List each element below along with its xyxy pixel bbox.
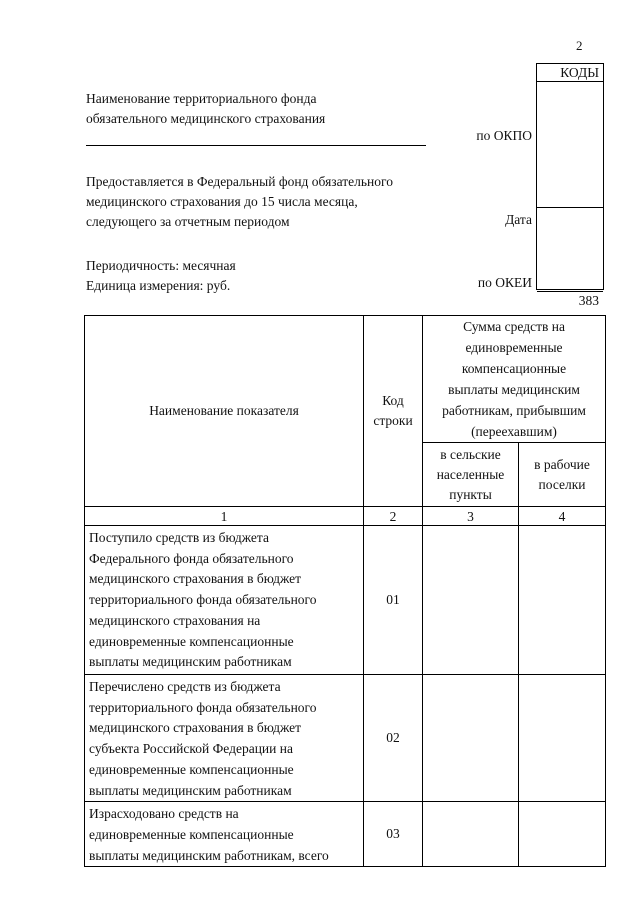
- row-01-name: [85, 526, 364, 675]
- row-01-name-line: единовременные компенсационные: [89, 633, 294, 649]
- submitted-line1: Предоставляется в Федеральный фонд обязательного: [86, 174, 393, 189]
- row-01-rural-value[interactable]: [423, 526, 519, 675]
- header-sub-rural-line: пункты: [449, 486, 492, 502]
- fund-name-label-line2: обязательного медицинского страхования: [86, 111, 326, 126]
- col-number-1: 1: [85, 507, 364, 526]
- row-01-code: 01: [364, 526, 423, 675]
- row-01-name-line: медицинского страхования на: [89, 612, 261, 628]
- header-sub-workers-line: поселки: [538, 476, 586, 492]
- col-number-3: 3: [423, 507, 519, 526]
- row-02-name-line: Перечислено средств из бюджета: [89, 679, 281, 694]
- header-sum-line: Сумма средств на: [463, 319, 565, 334]
- row-03-name: [85, 802, 364, 867]
- row-03-code: 03: [364, 802, 423, 867]
- row-03-name-line: Израсходовано средств на: [89, 806, 239, 822]
- row-01-workers-value[interactable]: [519, 526, 606, 675]
- header-sub-workers: [519, 443, 606, 507]
- row-02-rural-value[interactable]: [423, 675, 519, 802]
- header-sum: [423, 316, 606, 443]
- header-sum-line: единовременные: [465, 340, 563, 355]
- okpo-code-cell: [537, 82, 603, 208]
- header-sum-line: работникам, прибывшим: [442, 403, 586, 418]
- header-row-code: [364, 316, 423, 507]
- header-sum-line: выплаты медицинским: [448, 382, 580, 397]
- row-01-name-line: выплаты медицинским работникам: [89, 654, 292, 670]
- row-01-name-line: Поступило средств из бюджета: [89, 530, 269, 545]
- table-row: [85, 802, 606, 867]
- row-02-name-line: медицинского страхования в бюджет: [89, 720, 301, 736]
- fund-name-underline: [86, 145, 426, 146]
- col-number-4: 4: [519, 507, 606, 526]
- date-code-cell: [537, 208, 603, 292]
- row-02-name-line: субъекта Российской Федерации на: [89, 741, 293, 757]
- row-02-code: 02: [364, 675, 423, 802]
- date-label: Дата: [505, 212, 532, 227]
- report-table: [84, 315, 606, 867]
- row-01-name-line: территориального фонда обязательного: [89, 592, 317, 608]
- table-row: [85, 526, 606, 675]
- codes-header: КОДЫ: [537, 64, 603, 82]
- row-03-rural-value[interactable]: [423, 802, 519, 867]
- row-02-workers-value[interactable]: [519, 675, 606, 802]
- row-03-name-line: выплаты медицинским работникам, всего: [89, 847, 329, 863]
- codes-box: КОДЫ 383: [536, 63, 604, 290]
- periodicity-label: Периодичность: месячная: [86, 258, 236, 273]
- fund-name-label-line1: Наименование территориального фонда: [86, 91, 317, 106]
- header-sum-line: (переехавшим): [471, 424, 557, 439]
- row-01-name-line: Федерального фонда обязательного: [89, 550, 294, 566]
- header-sub-workers-line: в рабочие: [534, 456, 590, 472]
- row-02-name-line: выплаты медицинским работникам: [89, 782, 292, 798]
- row-03-name-line: единовременные компенсационные: [89, 826, 294, 842]
- header-row-code-line1: Код: [382, 393, 404, 408]
- submitted-line3: следующего за отчетным периодом: [86, 214, 290, 229]
- row-02-name: [85, 675, 364, 802]
- okei-label: по ОКЕИ: [477, 275, 532, 290]
- header-sub-rural-line: в сельские: [440, 446, 501, 462]
- table-row: [85, 675, 606, 802]
- row-02-name-line: территориального фонда обязательного: [89, 699, 317, 715]
- header-row-code-line2: строки: [373, 413, 413, 428]
- row-02-name-line: единовременные компенсационные: [89, 761, 294, 777]
- unit-label: Единица измерения: руб.: [86, 278, 231, 293]
- page-number: 2: [576, 38, 583, 53]
- col-number-2: 2: [364, 507, 423, 526]
- header-sum-line: компенсационные: [461, 361, 567, 376]
- row-03-workers-value[interactable]: [519, 802, 606, 867]
- okpo-label: по ОКПО: [476, 128, 532, 143]
- header-sub-rural: [423, 443, 519, 507]
- header-sub-rural-line: населенные: [436, 466, 505, 482]
- submitted-line2: медицинского страхования до 15 числа месяца,: [86, 194, 358, 209]
- header-indicator-name: Наименование показателя: [85, 316, 364, 507]
- row-01-name-line: медицинского страхования в бюджет: [89, 571, 301, 587]
